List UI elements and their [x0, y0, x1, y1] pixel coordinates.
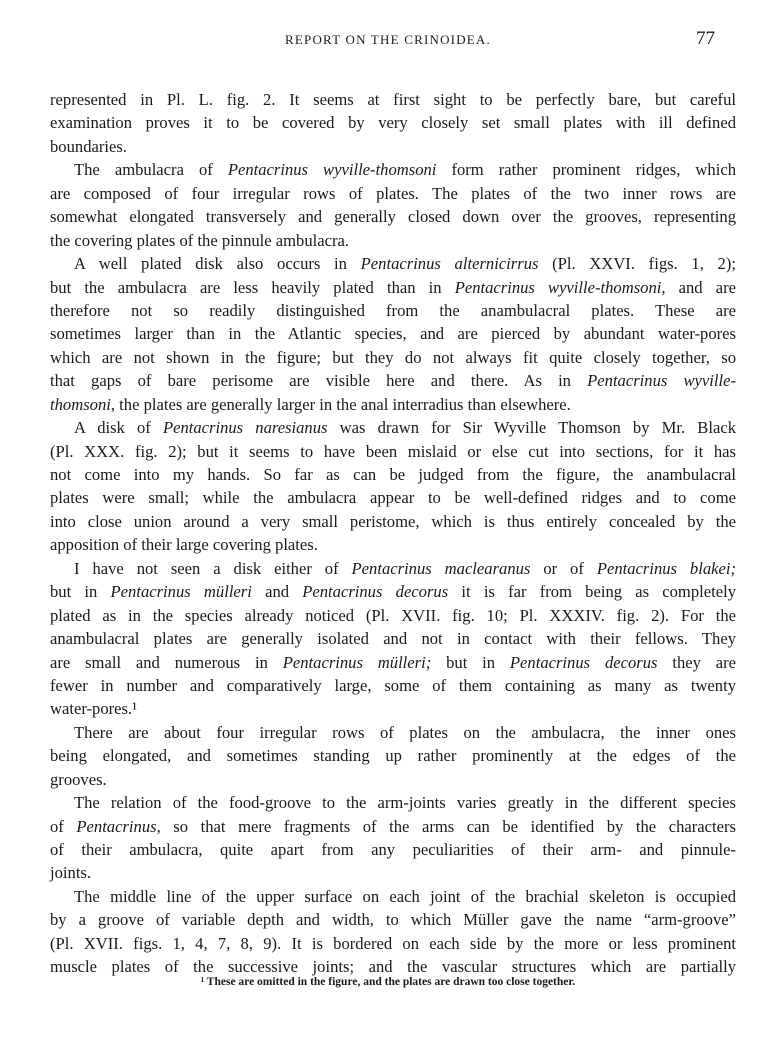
text-segment: of [50, 816, 77, 836]
text-segment: sometimes larger than in the Atlantic species, and are pierced by abundant water-pores [50, 324, 736, 344]
body-text [50, 88, 736, 979]
text-segment: , and are [661, 277, 736, 297]
text-line [50, 932, 736, 955]
text-line [50, 697, 736, 720]
text-segment: but in [50, 582, 111, 602]
paragraph [50, 158, 736, 252]
text-segment: but in [431, 652, 510, 672]
text-segment: boundaries. [50, 136, 127, 156]
text-segment: are small and numerous in [50, 652, 283, 672]
text-segment: joints. [50, 863, 92, 883]
text-segment: and [251, 582, 303, 602]
italic-species-name: Pentacrinus maclearanus [351, 558, 531, 578]
text-segment: grooves. [50, 769, 107, 789]
text-line [50, 651, 736, 674]
text-line [50, 510, 736, 533]
text-line [50, 158, 736, 181]
text-segment: which are not shown in the figure; but they do not always fit quite closely together, so [50, 347, 736, 367]
paragraph [50, 721, 736, 791]
text-segment: being elongated, and sometimes standing up rather prominently at the edges of the [50, 746, 736, 766]
italic-species-name: Pentacrinus wyville-thomsoni [454, 277, 662, 297]
paragraph [50, 416, 736, 557]
text-segment: therefore not so readily distinguished from the anambulacral plates. These are [50, 300, 736, 320]
text-line [50, 182, 736, 205]
text-line [50, 299, 736, 322]
text-line [50, 229, 736, 252]
italic-species-name: Pentacrinus decorus [509, 652, 658, 672]
running-header [0, 30, 776, 52]
text-segment: the covering plates of the pinnule ambulacra. [50, 230, 350, 250]
text-segment: I have not seen a disk either of [74, 558, 352, 578]
text-segment: , so that mere fragments of the arms can be identified by the characters [156, 816, 736, 836]
text-segment: A well plated disk also occurs in [74, 254, 361, 274]
text-line [50, 346, 736, 369]
paragraph [50, 791, 736, 885]
text-line [50, 580, 736, 603]
italic-species-name: Pentacrinus mülleri; [282, 652, 432, 672]
italic-species-name: Pentacrinus wyville-thomsoni [227, 160, 437, 180]
italic-species-name: Pentacrinus wyville- [587, 371, 737, 391]
text-line [50, 557, 736, 580]
text-segment: plates were small; while the ambulacra appear to be well-defined ridges and to come [50, 488, 736, 508]
text-segment: (Pl. XXX. fig. 2); but it seems to have been mislaid or else cut into sections, for it has [50, 441, 736, 461]
text-line [50, 463, 736, 486]
text-segment: it is far from being as completely [448, 582, 736, 602]
text-line [50, 838, 736, 861]
text-line [50, 791, 736, 814]
italic-species-name: Pentacrinus mülleri [110, 582, 252, 602]
text-segment: somewhat elongated transversely and generally closed down over the grooves, representing [50, 207, 736, 227]
text-segment: by a groove of variable depth and width, to which Müller gave the name “arm-groove” [50, 910, 736, 930]
italic-species-name: Pentacrinus alternicirrus [360, 254, 539, 274]
text-segment: (Pl. XVII. figs. 1, 4, 7, 8, 9). It is bordered on each side by the more or less prominent [50, 933, 736, 953]
text-line [50, 604, 736, 627]
text-line [50, 111, 736, 134]
text-line [50, 135, 736, 158]
text-segment: muscle plates of the successive joints; and the vascular structures which are partially [50, 957, 736, 977]
text-segment: The middle line of the upper surface on each joint of the brachial skeleton is occupied [74, 886, 736, 906]
text-line [50, 276, 736, 299]
text-line [50, 416, 736, 439]
text-line [50, 440, 736, 463]
italic-species-name: Pentacrinus naresianus [162, 418, 328, 438]
text-line [50, 861, 736, 884]
text-line [50, 486, 736, 509]
text-segment: fewer in number and comparatively large, some of them containing as many as twenty [50, 675, 736, 695]
text-segment: that gaps of bare perisome are visible here and there. As in [50, 371, 588, 391]
text-segment: A disk of [74, 418, 163, 438]
footnote: ¹ These are omitted in the figure, and the plates are drawn too close together. [200, 976, 576, 988]
italic-species-name: thomsoni [50, 394, 111, 414]
text-segment: or of [530, 558, 597, 578]
paragraph [50, 88, 736, 158]
page-number: 77 [696, 28, 715, 49]
text-segment: represented in Pl. L. fig. 2. It seems at first sight to be perfectly bare, but careful [50, 90, 736, 109]
text-segment: apposition of their large covering plates. [50, 535, 318, 555]
text-line [50, 393, 736, 416]
text-segment: form rather prominent ridges, which [436, 160, 736, 180]
text-line [50, 205, 736, 228]
text-segment: was drawn for Sir Wyville Thomson by Mr. Black [327, 418, 737, 438]
text-segment: water-pores.¹ [50, 699, 138, 719]
text-line [50, 322, 736, 345]
text-line [50, 533, 736, 556]
text-line [50, 674, 736, 697]
text-segment: of their ambulacra, quite apart from any peculiarities of their arm- and pinnule- [50, 840, 736, 859]
text-segment: into close union around a very small peristome, which is thus entirely concealed by the [50, 511, 736, 531]
text-line [50, 252, 736, 275]
text-line [50, 369, 736, 392]
text-segment: are composed of four irregular rows of plates. The plates of the two inner rows are [50, 183, 736, 203]
text-segment: There are about four irregular rows of plates on the ambulacra, the inner ones [74, 722, 736, 742]
text-segment: (Pl. XXVI. figs. 1, 2); [538, 254, 736, 274]
text-segment: not come into my hands. So far as can be judged from the figure, the anambulacral [50, 465, 736, 484]
text-segment: examination proves it to be covered by very closely set small plates with ill defined [50, 113, 736, 133]
italic-species-name: Pentacrinus [76, 816, 157, 836]
text-segment: , the plates are generally larger in the anal interradius than elsewhere. [110, 394, 571, 414]
text-segment: anambulacral plates are generally isolated and not in contact with their fellows. They [50, 629, 736, 649]
text-line [50, 744, 736, 767]
text-segment: The ambulacra of [74, 160, 228, 180]
text-segment: but the ambulacra are less heavily plated than in [50, 277, 455, 297]
paragraph [50, 252, 736, 416]
running-title: REPORT ON THE CRINOIDEA. [285, 32, 491, 47]
text-line [50, 88, 736, 111]
text-segment: The relation of the food-groove to the arm-joints varies greatly in the different species [74, 793, 736, 813]
text-line [50, 627, 736, 650]
text-line [50, 768, 736, 791]
text-line [50, 908, 736, 931]
italic-species-name: Pentacrinus blakei; [596, 558, 736, 578]
text-line [50, 885, 736, 908]
text-segment: they are [657, 652, 736, 672]
italic-species-name: Pentacrinus decorus [302, 582, 449, 602]
paragraph [50, 557, 736, 721]
text-line [50, 815, 736, 838]
text-line [50, 721, 736, 744]
text-segment: plated as in the species already noticed (Pl. XVII. fig. 10; Pl. XXXIV. fig. 2). For the [50, 605, 736, 625]
paragraph [50, 885, 736, 979]
